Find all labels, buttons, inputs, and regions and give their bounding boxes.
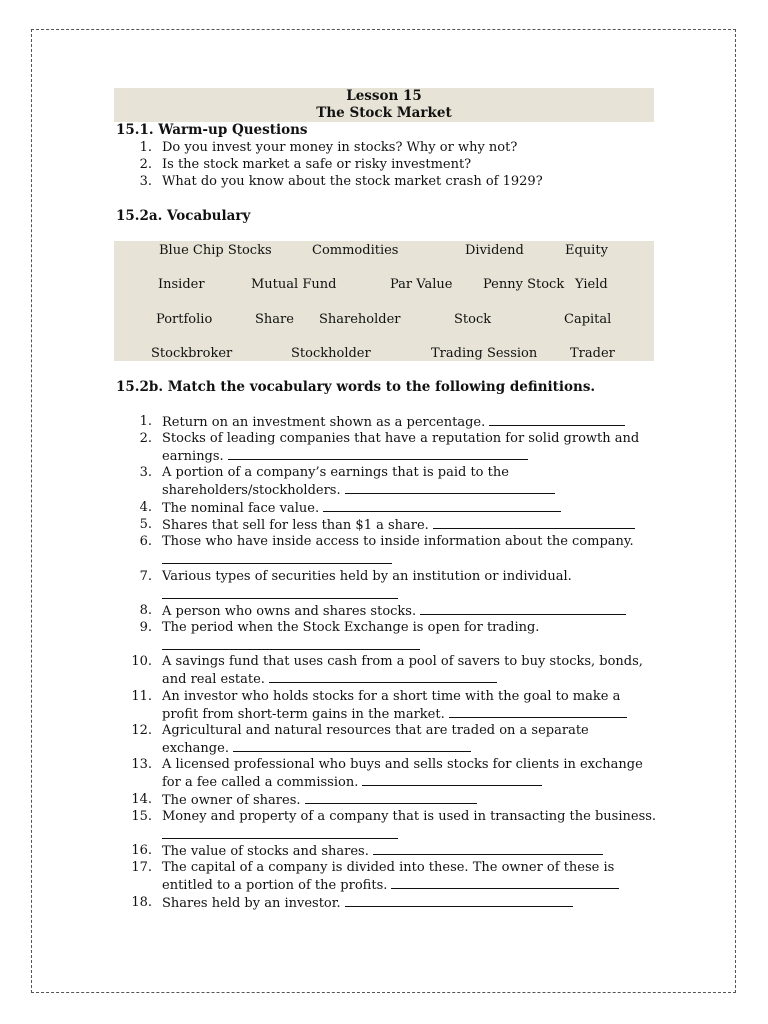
vocab-word: Trader (570, 346, 615, 361)
answer-blank[interactable] (162, 837, 398, 839)
definition-line (162, 516, 635, 534)
vocab-word: Commodities (312, 243, 399, 258)
answer-blank[interactable] (305, 791, 477, 804)
definition-text: profit from short-term gains in the market. (162, 707, 445, 722)
lesson-title: The Stock Market (114, 105, 654, 122)
vocab-word: Mutual Fund (251, 277, 337, 292)
definition-text: A savings fund that uses cash from a pool of savers to buy stocks, bonds, (162, 654, 643, 669)
vocabulary-box (114, 241, 654, 361)
definition-text: The period when the Stock Exchange is open for trading. (162, 620, 540, 635)
definition-text: An investor who holds stocks for a short time with the goal to make a (162, 689, 621, 704)
definition-number: 14. (131, 792, 152, 807)
definition-line (162, 688, 620, 705)
answer-blank[interactable] (345, 894, 573, 907)
answer-blank[interactable] (391, 876, 619, 889)
definition-line (162, 481, 555, 499)
definition-number: 2. (139, 431, 152, 446)
definition-line (162, 464, 509, 481)
definition-text: shareholders/stockholders. (162, 483, 341, 498)
definition-line (162, 619, 539, 636)
answer-blank[interactable] (433, 516, 635, 529)
definition-number: 17. (131, 860, 152, 875)
definition-line (162, 653, 643, 670)
definition-text: Money and property of a company that is used in transacting the business. (162, 809, 657, 824)
definition-text: The nominal face value. (162, 501, 320, 516)
definition-line (162, 894, 573, 912)
definition-line (162, 842, 603, 860)
definition-text: for a fee called a commission. (162, 775, 359, 790)
answer-blank[interactable] (162, 597, 398, 599)
definition-line (162, 602, 626, 620)
definition-line (162, 808, 656, 825)
definition-number: 11. (131, 689, 152, 704)
vocab-word: Trading Session (431, 346, 538, 361)
vocab-word: Penny Stock (483, 277, 565, 292)
definition-line (162, 670, 497, 688)
definition-line (162, 705, 627, 723)
definition-text: Agricultural and natural resources that are traded on a separate (162, 723, 589, 738)
answer-blank[interactable] (269, 670, 497, 683)
definition-line (162, 739, 471, 757)
vocab-word: Yield (575, 277, 608, 292)
definition-number: 7. (139, 569, 152, 584)
definition-number: 10. (131, 654, 152, 669)
definition-line (162, 430, 639, 447)
definition-text: and real estate. (162, 672, 265, 687)
definition-text: Return on an investment shown as a percentage. (162, 415, 486, 430)
definition-text: The value of stocks and shares. (162, 844, 369, 859)
definition-text: A person who owns and shares stocks. (162, 604, 417, 619)
question-text: Is the stock market a safe or risky investment? (162, 157, 472, 172)
answer-blank[interactable] (228, 447, 528, 460)
definition-line (162, 568, 572, 585)
vocab-word: Dividend (465, 243, 524, 258)
definition-line (162, 773, 542, 791)
definition-line (162, 533, 634, 550)
question-text: What do you know about the stock market crash of 1929? (162, 174, 543, 189)
definition-line (162, 756, 643, 773)
definition-line (162, 413, 625, 431)
definition-number: 6. (139, 534, 152, 549)
definition-text: Shares that sell for less than $1 a share. (162, 518, 429, 533)
definition-number: 1. (139, 414, 152, 429)
answer-blank[interactable] (362, 773, 542, 786)
answer-blank[interactable] (373, 842, 603, 855)
definition-number: 4. (139, 500, 152, 515)
definition-text: Stocks of leading companies that have a reputation for solid growth and (162, 431, 640, 446)
definition-number: 18. (131, 895, 152, 910)
answer-blank[interactable] (162, 648, 420, 650)
vocab-word: Shareholder (319, 312, 401, 327)
answer-blank[interactable] (420, 602, 626, 615)
lesson-number: Lesson 15 (114, 88, 654, 105)
matching-heading: 15.2b. Match the vocabulary words to the following definitions. (116, 379, 596, 395)
definition-number: 12. (131, 723, 152, 738)
answer-blank[interactable] (162, 562, 392, 564)
vocab-word: Stock (454, 312, 492, 327)
vocab-word: Blue Chip Stocks (159, 243, 272, 258)
question-number: 1. (139, 140, 152, 155)
definition-text: Shares held by an investor. (162, 896, 341, 911)
vocab-word: Equity (565, 243, 608, 258)
definition-number: 15. (131, 809, 152, 824)
definition-number: 8. (139, 603, 152, 618)
vocab-word: Capital (564, 312, 612, 327)
vocab-word: Insider (158, 277, 205, 292)
definition-line (162, 499, 561, 517)
vocab-word: Par Value (390, 277, 453, 292)
vocab-word: Share (255, 312, 294, 327)
answer-blank[interactable] (233, 739, 471, 752)
vocabulary-heading: 15.2a. Vocabulary (116, 208, 251, 224)
vocab-word: Stockholder (291, 346, 371, 361)
definition-text: earnings. (162, 449, 224, 464)
definition-text: Various types of securities held by an institution or individual. (162, 569, 572, 584)
question-text: Do you invest your money in stocks? Why or why not? (162, 140, 518, 155)
definition-number: 5. (139, 517, 152, 532)
definition-text: exchange. (162, 741, 229, 756)
definition-number: 9. (139, 620, 152, 635)
question-number: 2. (139, 157, 152, 172)
definition-line (162, 722, 589, 739)
definition-text: Those who have inside access to inside information about the company. (162, 534, 634, 549)
definition-line (162, 447, 528, 465)
warmup-heading: 15.1. Warm-up Questions (116, 122, 308, 138)
answer-blank[interactable] (449, 705, 627, 718)
question-number: 3. (139, 174, 152, 189)
definition-line (162, 859, 614, 876)
vocab-word: Portfolio (156, 312, 213, 327)
definition-number: 13. (131, 757, 152, 772)
definition-number: 16. (131, 843, 152, 858)
definition-number: 3. (139, 465, 152, 480)
definition-text: entitled to a portion of the profits. (162, 878, 388, 893)
definition-line (162, 876, 619, 894)
answer-blank[interactable] (345, 481, 555, 494)
definition-text: The owner of shares. (162, 793, 301, 808)
answer-blank[interactable] (323, 499, 561, 512)
definition-text: A licensed professional who buys and sells stocks for clients in exchange (162, 757, 643, 772)
definition-text: A portion of a company’s earnings that is paid to the (162, 465, 509, 480)
definition-line (162, 791, 477, 809)
vocab-word: Stockbroker (151, 346, 233, 361)
definition-text: The capital of a company is divided into these. The owner of these is (162, 860, 615, 875)
answer-blank[interactable] (489, 413, 625, 426)
